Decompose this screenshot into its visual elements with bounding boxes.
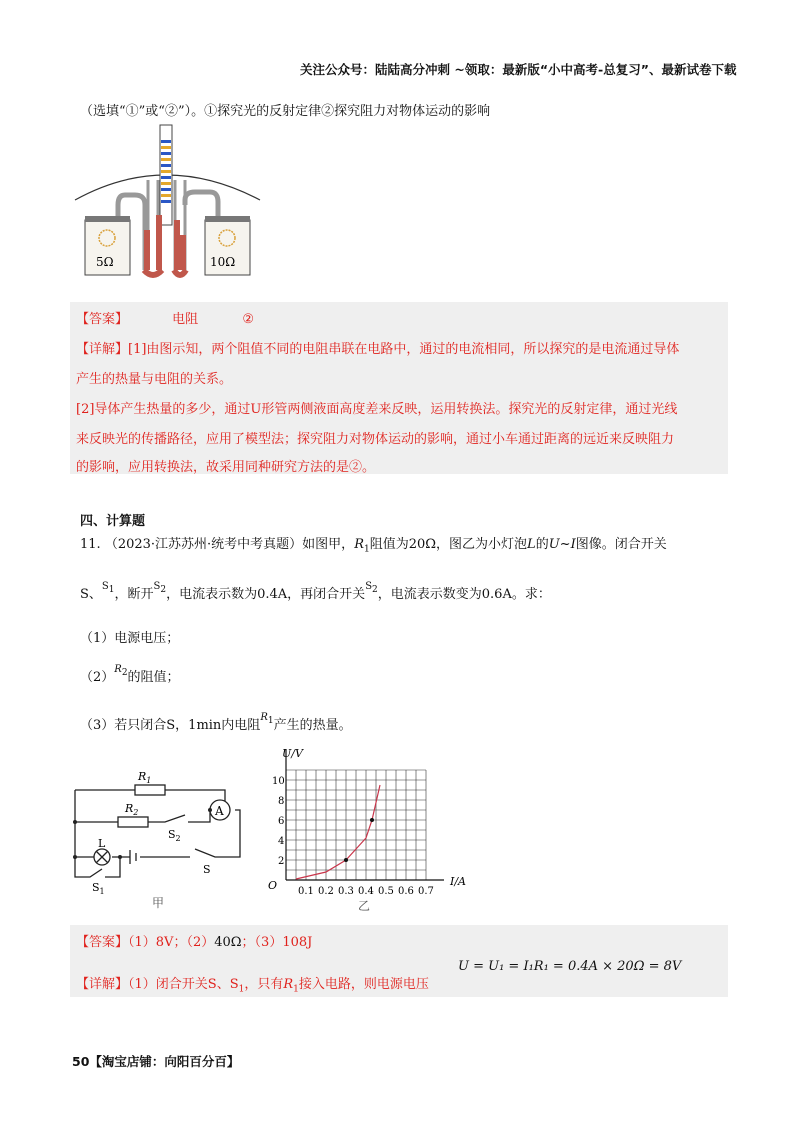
answer-blank-1: 电阻 (172, 312, 199, 327)
detail-tag: 【详解】 (76, 342, 129, 357)
chart-origin: O (268, 879, 278, 892)
y-tick-label: 6 (278, 816, 285, 827)
detail-line-4: 来反映光的传播路径，应用了模型法；探究阻力对物体运动的影响，通过小车通过距离的远近来反映阻力 (76, 432, 675, 447)
r1-label: $R_1$ (138, 770, 152, 785)
detail-line-5: 的影响，应用转换法，故采用同种研究方法的是②。 (76, 460, 376, 475)
answer-tag: 【答案】 (76, 312, 129, 327)
q11-l2-a: S、 (80, 587, 102, 602)
resistor-r1 (135, 785, 165, 795)
chart-grid (286, 749, 444, 880)
detail2-text-b: ，只有 (244, 977, 284, 992)
q11-U: U (548, 537, 560, 552)
beaker-right-label: 10Ω (210, 255, 236, 269)
detail-text-1: [1]由图示知，两个阻值不同的电阻串联在电路中，通过的电流相同，所以探究的是电流通过导体 (128, 342, 680, 357)
resistor-r2 (118, 817, 148, 827)
q11-r-sub: 1 (363, 544, 370, 555)
chart-x-axis-label: I/A (450, 875, 466, 888)
ui-chart (258, 745, 468, 915)
detail-line-2: 产生的热量与电阻的关系。 (76, 372, 233, 387)
answer2-part1: （1）8V；（2） (128, 935, 215, 950)
answer2-part2: 40Ω (214, 935, 242, 950)
y-tick-label: 10 (272, 776, 285, 787)
joule-heat-apparatus-figure (70, 120, 270, 280)
q11-s2: S2 (153, 581, 167, 595)
x-tick-label: 0.5 (378, 886, 394, 897)
q11-tilde: ~ (559, 537, 571, 552)
q11-l2-c: ，电流表示数为0.4A，再闭合开关 (166, 587, 366, 602)
answer-box-2 (70, 925, 728, 997)
circuit-caption: 甲 (152, 896, 165, 910)
page-header: 关注公众号：陆陆高分冲刺 ~领取：最新版“小中高考-总复习”、最新试卷下载 (300, 62, 737, 77)
r2-label: $R_2$ (125, 802, 139, 817)
marked-point (370, 818, 374, 822)
sub-question-2 (80, 666, 180, 687)
detail-line-1 (76, 338, 679, 357)
detail2-r: R (283, 977, 294, 992)
x-tick-label: 0.1 (298, 886, 314, 897)
answer-line-1 (76, 308, 254, 327)
question-number: 11. (80, 537, 101, 552)
circuit-diagram (70, 765, 250, 915)
x-tick-label: 0.7 (418, 886, 434, 897)
sq3-b: 产生的热量。 (273, 718, 352, 733)
sq2-r: R2 (114, 664, 128, 678)
chart-curve-lamp (296, 785, 380, 879)
q11-text-c: 的 (535, 537, 549, 552)
q11-s1: S1 (101, 581, 115, 595)
s-label: S (203, 863, 211, 876)
sub-question-1: （1）电源电压； (80, 631, 180, 646)
answer2-line (76, 931, 312, 950)
detail2-text: （1）闭合开关S、S (128, 977, 239, 992)
q11-I: I (570, 537, 576, 552)
detail2-formula: U = U₁ = I₁R₁ = 0.4A × 20Ω = 8V (458, 959, 682, 974)
page-footer: 50【淘宝店铺：向阳百分百】 (72, 1054, 240, 1069)
y-tick-label: 8 (278, 796, 285, 807)
s2-label: $S_2$ (168, 828, 181, 843)
q11-text-b: 阻值为20Ω，图乙为小灯泡 (369, 537, 528, 552)
detail-line-3: [2]导体产生热量的多少，通过U形管两侧液面高度差来反映，运用转换法。探究光的反射定律，通过光线 (76, 402, 678, 417)
beaker-left-label: 5Ω (96, 255, 114, 269)
sq3-a: （3）若只闭合S，1min内电阻 (80, 718, 261, 733)
detail2-sub: 1 (238, 984, 245, 995)
y-tick-label: 4 (278, 836, 285, 847)
q11-text-a: （2023·江苏苏州·统考中考真题）如图甲， (104, 537, 355, 552)
answer-box-1 (70, 302, 728, 474)
question-11-line-1 (80, 533, 667, 555)
sub-question-3 (80, 714, 352, 735)
q11-L: L (527, 537, 536, 552)
x-tick-label: 0.4 (358, 886, 374, 897)
ammeter-label: A (215, 804, 224, 818)
lamp-label: L (98, 837, 106, 850)
q11-s2b: S2 (365, 581, 378, 595)
marked-point (344, 858, 348, 862)
question-tail: （选填“①”或“②”）。①探究光的反射定律②探究阻力对物体运动的影响 (80, 104, 491, 119)
y-tick-label: 2 (278, 856, 285, 867)
q11-l2-d: ，电流表示数变为0.6A。求： (377, 587, 551, 602)
sq2-a: （2） (80, 670, 115, 685)
answer-blank-2: ② (242, 312, 254, 327)
answer2-tag: 【答案】 (76, 935, 129, 950)
x-tick-label: 0.6 (398, 886, 414, 897)
x-tick-label: 0.2 (318, 886, 334, 897)
q11-text-e: 图像。闭合开关 (575, 537, 667, 552)
chart-caption: 乙 (358, 899, 371, 913)
q11-l2-b: ，断开 (114, 587, 154, 602)
sq2-b: 的阻值； (127, 670, 180, 685)
section-title: 四、计算题 (80, 514, 146, 529)
detail2-line (76, 973, 429, 995)
question-11-line-2 (80, 583, 551, 604)
sq3-r: R1 (260, 712, 274, 726)
detail2-tag: 【详解】 (76, 977, 129, 992)
x-tick-label: 0.3 (338, 886, 354, 897)
s1-label: $S_1$ (92, 881, 105, 896)
detail2-r-sub: 1 (293, 984, 299, 995)
chart-y-axis-label: U/V (282, 747, 303, 760)
answer2-part3: ；（3）108J (241, 935, 313, 950)
detail2-text-c: 接入电路，则电源电压 (298, 977, 429, 992)
q11-r: R (354, 537, 364, 552)
